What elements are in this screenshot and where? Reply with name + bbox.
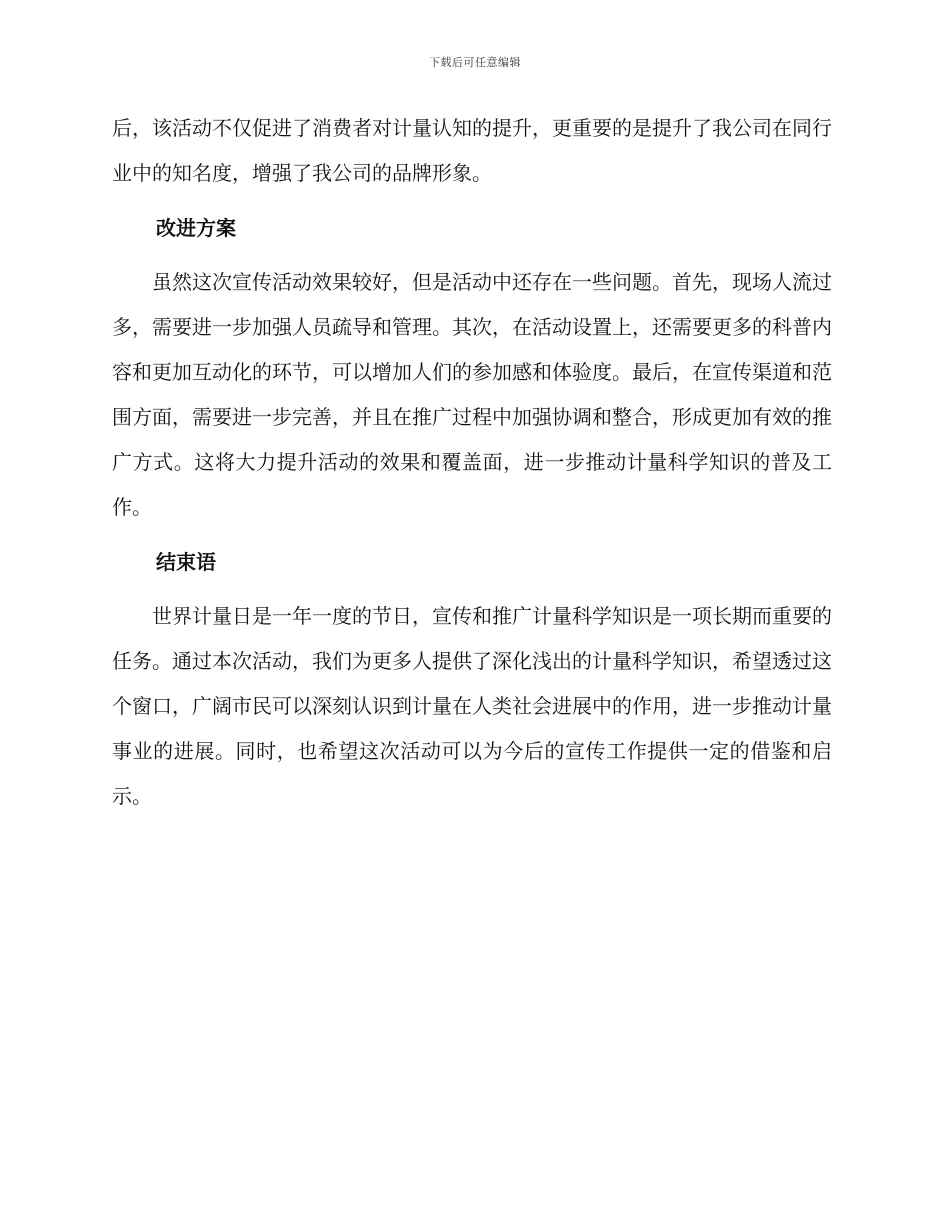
improvement-heading: 改进方案 bbox=[156, 215, 236, 240]
document-body bbox=[112, 106, 832, 819]
page-header-note: 下载后可任意编辑 bbox=[429, 56, 521, 69]
conclusion-heading: 结束语 bbox=[156, 549, 216, 574]
conclusion-paragraph: 世界计量日是一年一度的节日，宣传和推广计量科学知识是一项长期而重要的任务。通过本次活动，我们为更多人提供了深化浅出的计量科学知识，希望透过这个窗口，广阔市民可以深刻认识到计量在人类社会进展中的作用，进一步推动计量事业的进展。同时，也希望这次活动可以为今后的宣传工作提供一定的借鉴和启示。 bbox=[112, 604, 832, 808]
improvement-paragraph: 虽然这次宣传活动效果较好，但是活动中还存在一些问题。首先，现场人流过多，需要进一步加强人员疏导和管理。其次，在活动设置上，还需要更多的科普内容和更加互动化的环节，可以增加人们的参加感和体验度。最后，在宣传渠道和范围方面，需要进一步完善，并且在推广过程中加强协调和整合，形成更加有效的推广方式。这将大力提升活动的效果和覆盖面，进一步推动计量科学知识的普及工作。 bbox=[112, 270, 832, 519]
intro-continuation-paragraph: 后，该活动不仅促进了消费者对计量认知的提升，更重要的是提升了我公司在同行业中的知名度，增强了我公司的品牌形象。 bbox=[112, 116, 832, 185]
